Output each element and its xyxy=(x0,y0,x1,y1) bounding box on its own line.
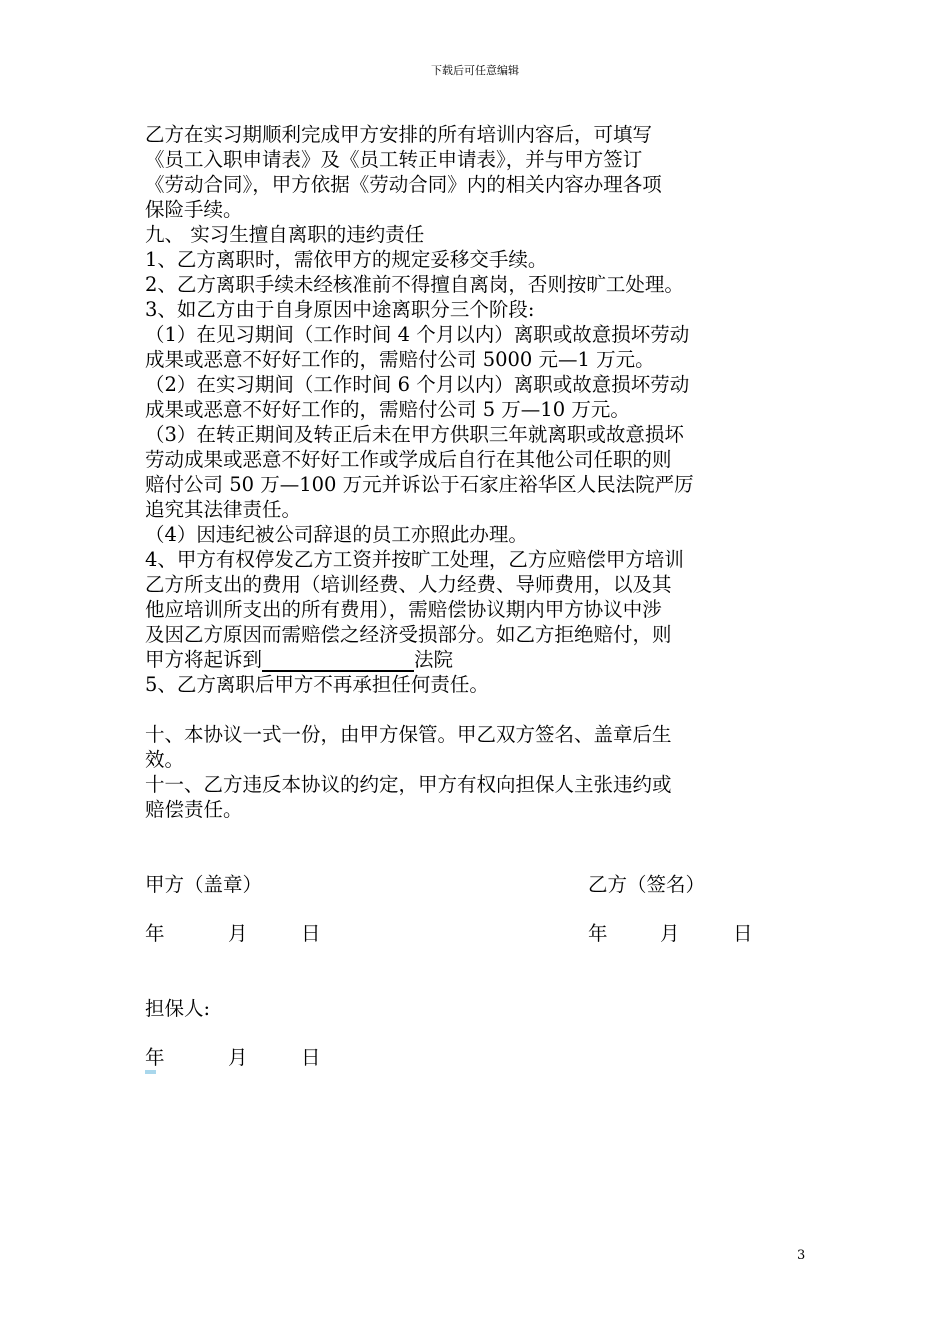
paragraph-spacer xyxy=(145,697,810,722)
party-a-label: 甲方（盖章） xyxy=(145,873,263,896)
body-line: 及因乙方原因而需赔偿之经济受损部分。如乙方拒绝赔付，则 xyxy=(145,623,672,646)
body-line: 乙方所支出的费用（培训经费、人力经费、导师费用，以及其 xyxy=(145,573,672,596)
date-b-year: 年 xyxy=(588,922,608,945)
body-line: 追究其法律责任。 xyxy=(145,498,302,521)
body-line: （4）因违纪被公司辞退的员工亦照此办理。 xyxy=(145,523,528,546)
court-line xyxy=(145,647,810,672)
body-line: 成果或恶意不好好工作的，需赔付公司 5 万—10 万元。 xyxy=(145,398,630,421)
court-blank-field[interactable] xyxy=(262,650,414,672)
section-heading-11: 十一、乙方违反本协议的约定，甲方有权向担保人主张违约或 xyxy=(145,773,672,796)
date-g-year: 年 xyxy=(145,1046,165,1069)
date-g-month: 月 xyxy=(228,1046,248,1069)
body-line: 5、乙方离职后甲方不再承担任何责任。 xyxy=(145,673,489,696)
page-header: 下载后可任意编辑 xyxy=(431,64,519,77)
body-line: 《员工入职申请表》及《员工转正申请表》，并与甲方签订 xyxy=(145,148,643,171)
body-line: 乙方在实习期顺利完成甲方安排的所有培训内容后，可填写 xyxy=(145,123,653,146)
text-cursor-highlight xyxy=(145,1070,156,1074)
body-line: 1、乙方离职时，需依甲方的规定妥移交手续。 xyxy=(145,248,548,271)
body-line: 4、甲方有权停发乙方工资并按旷工处理，乙方应赔偿甲方培训 xyxy=(145,548,684,571)
guarantor-label: 担保人: xyxy=(145,997,211,1020)
body-line: 成果或恶意不好好工作的，需赔付公司 5000 元—1 万元。 xyxy=(145,348,655,371)
date-a-year: 年 xyxy=(145,922,165,945)
party-b-label: 乙方（签名） xyxy=(588,873,706,896)
date-g-day: 日 xyxy=(301,1046,321,1069)
date-b-day: 日 xyxy=(733,922,753,945)
page-number: 3 xyxy=(797,1248,806,1263)
court-suffix: 法院 xyxy=(414,648,454,671)
date-a-day: 日 xyxy=(301,922,321,945)
body-line: （3）在转正期间及转正后未在甲方供职三年就离职或故意损坏 xyxy=(145,423,684,446)
date-a-month: 月 xyxy=(228,922,248,945)
body-line: （1）在见习期间（工作时间 4 个月以内）离职或故意损坏劳动 xyxy=(145,323,690,346)
body-line: 劳动成果或恶意不好好工作或学成后自行在其他公司任职的则 xyxy=(145,448,672,471)
body-line: （2）在实习期间（工作时间 6 个月以内）离职或故意损坏劳动 xyxy=(145,373,690,396)
body-line: 2、乙方离职手续未经核准前不得擅自离岗，否则按旷工处理。 xyxy=(145,273,684,296)
body-line: 赔偿责任。 xyxy=(145,798,243,821)
body-line: 赔付公司 50 万—100 万元并诉讼于石家庄裕华区人民法院严厉 xyxy=(145,473,694,496)
court-prefix: 甲方将起诉到 xyxy=(145,648,263,671)
body-line: 他应培训所支出的所有费用），需赔偿协议期内甲方协议中涉 xyxy=(145,598,662,621)
section-heading-10: 十、本协议一式一份，由甲方保管。甲乙双方签名、盖章后生 xyxy=(145,723,672,746)
body-line: 保险手续。 xyxy=(145,198,243,221)
section-heading-9: 九、 实习生擅自离职的违约责任 xyxy=(145,223,425,246)
body-line: 3、如乙方由于自身原因中途离职分三个阶段: xyxy=(145,298,535,321)
document-body xyxy=(145,122,810,822)
date-b-month: 月 xyxy=(660,922,680,945)
body-line: 《劳动合同》，甲方依据《劳动合同》内的相关内容办理各项 xyxy=(145,173,662,196)
body-line: 效。 xyxy=(145,748,185,771)
